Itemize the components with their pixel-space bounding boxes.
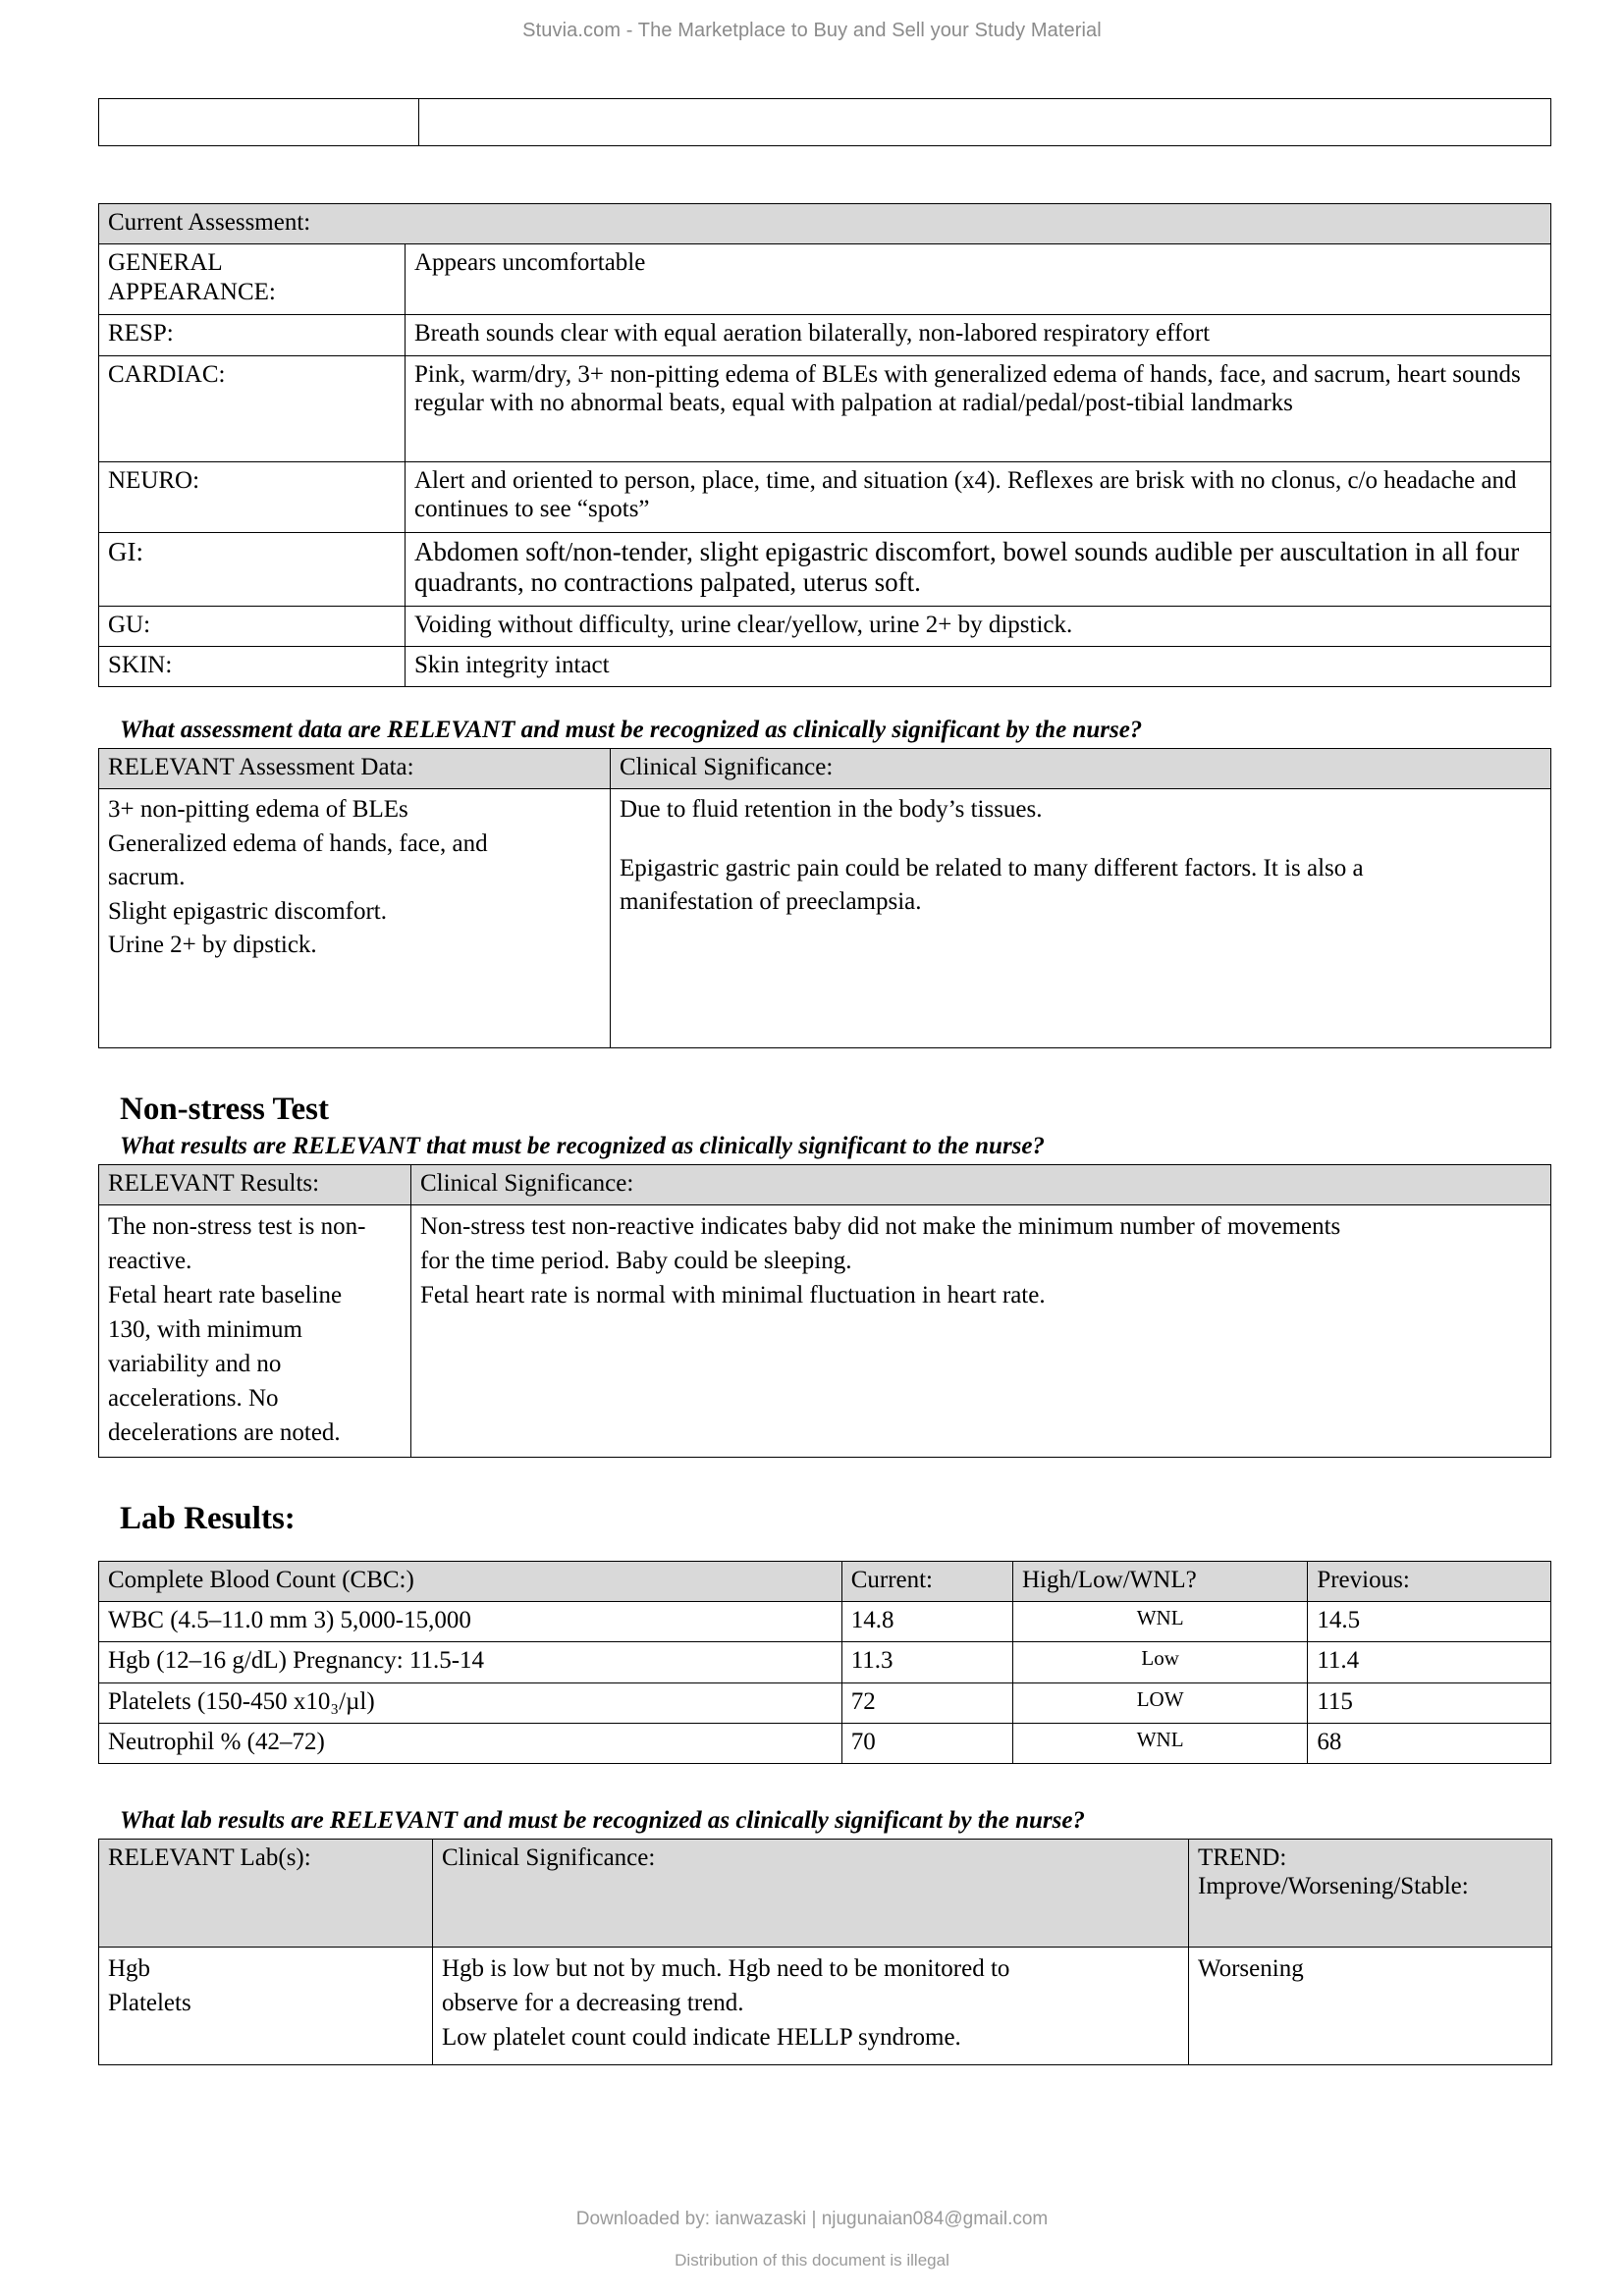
table-row: [99, 1947, 1552, 2064]
non-stress-test-question: What results are RELEVANT that must be recognized as clinically significant to the nurse?: [120, 1133, 1046, 1160]
stub-cell-left: [99, 99, 419, 146]
cbc-table: [98, 1561, 1551, 1764]
spacer: [98, 1764, 1551, 1807]
relevant-assessment-question: What assessment data are RELEVANT and must be recognized as clinically significant by the nurse?: [120, 717, 1143, 744]
significance-line: for the time period. Baby could be sleeping.: [420, 1248, 852, 1275]
nst-col2-header: Clinical Significance:: [411, 1165, 1551, 1205]
lab-line: Hgb: [108, 1954, 151, 1982]
table-row: [99, 315, 1551, 355]
assessment-value-gi: Abdomen soft/non-tender, slight epigastric discomfort, bowel sounds audible per auscultation in all four quadrants, no contractions palpated, uterus soft.: [406, 532, 1551, 606]
significance-line: Hgb is low but not by much. Hgb need to be monitored to: [442, 1954, 1010, 1982]
stuvia-watermark-downloaded-by: Downloaded by: ianwazaski | njugunaian084@gmail.com: [575, 2209, 1049, 2229]
cbc-test-name: Hgb (12–16 g/dL) Pregnancy: 11.5-14: [99, 1642, 842, 1682]
stuvia-watermark-header: Stuvia.com - The Marketplace to Buy and Sell your Study Material: [522, 20, 1102, 41]
assessment-label-cardiac: CARDIAC:: [99, 355, 406, 461]
table-row: [99, 606, 1551, 646]
assessment-value-cardiac: Pink, warm/dry, 3+ non-pitting edema of BLEs with generalized edema of hands, face, and sacrum, heart sounds regular with no abnormal beats, equal with palpation at radial/pedal/post-tibial landmarks: [406, 355, 1551, 461]
blank-line: [620, 828, 1542, 852]
result-line: decelerations are noted.: [108, 1419, 341, 1447]
lab-line: Platelets: [108, 1989, 191, 2016]
data-line: Slight epigastric discomfort.: [108, 897, 387, 925]
table-row: [99, 1682, 1551, 1723]
lab-results-title: Lab Results:: [120, 1501, 296, 1537]
table-header-row: [99, 1561, 1551, 1601]
table-row: [99, 1642, 1551, 1682]
rellab-col2-header: Clinical Significance:: [433, 1839, 1189, 1947]
significance-line: Due to fluid retention in the body’s tissues.: [620, 796, 1043, 824]
cbc-flag: WNL: [1012, 1602, 1307, 1642]
cbc-flag: LOW: [1012, 1682, 1307, 1723]
significance-line: Non-stress test non-reactive indicates baby did not make the minimum number of movements: [420, 1213, 1341, 1241]
stub-cell-right: [419, 99, 1551, 146]
assessment-label-gu: GU:: [99, 606, 406, 646]
assessment-label-neuro: NEURO:: [99, 461, 406, 532]
stuvia-watermark-distribution-notice: Distribution of this document is illegal: [675, 2251, 949, 2269]
data-line: Generalized edema of hands, face, and: [108, 829, 488, 857]
assessment-value-general-appearance: Appears uncomfortable: [406, 244, 1551, 315]
spacer: [98, 146, 1551, 203]
table-row: [99, 99, 1551, 146]
spacer: [98, 1048, 1551, 1092]
relevant-assessment-col2-header: Clinical Significance:: [611, 748, 1551, 788]
non-stress-test-title: Non-stress Test: [120, 1092, 330, 1128]
cbc-current-value: 70: [841, 1723, 1012, 1763]
rellab-trend-cell: [1189, 1947, 1552, 2064]
cbc-header-flag: High/Low/WNL?: [1012, 1561, 1307, 1601]
cbc-current-value: 11.3: [841, 1642, 1012, 1682]
trend-header-line-1: TREND:: [1198, 1843, 1287, 1871]
assessment-value-resp: Breath sounds clear with equal aeration bilaterally, non-labored respiratory effort: [406, 315, 1551, 355]
cbc-header-test: Complete Blood Count (CBC:): [99, 1561, 842, 1601]
result-line: accelerations. No: [108, 1385, 279, 1413]
table-row: [99, 1205, 1551, 1458]
cbc-test-name: WBC (4.5–11.0 mm 3) 5,000-15,000: [99, 1602, 842, 1642]
cbc-previous-value: 11.4: [1308, 1642, 1551, 1682]
relevant-labs-table: [98, 1839, 1552, 2065]
result-line: The non-stress test is non-: [108, 1213, 366, 1241]
label-line-2: APPEARANCE:: [108, 278, 276, 305]
relevant-assessment-table: [98, 748, 1551, 1048]
document-content: [98, 98, 1551, 2065]
cbc-header-previous: Previous:: [1308, 1561, 1551, 1601]
cbc-previous-value: 68: [1308, 1723, 1551, 1763]
cbc-flag: Low: [1012, 1642, 1307, 1682]
spacer: [98, 687, 1551, 717]
relevant-assessment-significance-cell: [611, 789, 1551, 1048]
assessment-value-neuro: Alert and oriented to person, place, time, and situation (x4). Reflexes are brisk with no clonus, c/o headache and continues to see “spots”: [406, 461, 1551, 532]
table-header-row: [99, 748, 1551, 788]
result-line: Fetal heart rate baseline: [108, 1282, 343, 1309]
current-assessment-header: Current Assessment:: [99, 204, 1551, 244]
cbc-current-value: 14.8: [841, 1602, 1012, 1642]
cbc-previous-value: 14.5: [1308, 1602, 1551, 1642]
rellab-labs-cell: [99, 1947, 433, 2064]
data-line: 3+ non-pitting edema of BLEs: [108, 796, 408, 824]
result-line: 130, with minimum: [108, 1316, 302, 1344]
table-row: [99, 646, 1551, 686]
spacer: [98, 1543, 1551, 1561]
table-row: [99, 1602, 1551, 1642]
cbc-test-name: Platelets (150-450 x10₃/µl): [99, 1682, 842, 1723]
cbc-current-value: 72: [841, 1682, 1012, 1723]
significance-line: Fetal heart rate is normal with minimal fluctuation in heart rate.: [420, 1282, 1046, 1309]
cbc-previous-value: 115: [1308, 1682, 1551, 1723]
cbc-test-name: Neutrophil % (42–72): [99, 1723, 842, 1763]
relevant-assessment-col1-header: RELEVANT Assessment Data:: [99, 748, 611, 788]
relevant-assessment-data-cell: [99, 789, 611, 1048]
assessment-value-skin: Skin integrity intact: [406, 646, 1551, 686]
significance-line: Low platelet count could indicate HELLP syndrome.: [442, 2023, 961, 2051]
non-stress-test-table: [98, 1164, 1551, 1458]
rellab-col1-header: RELEVANT Lab(s):: [99, 1839, 433, 1947]
table-row: [99, 789, 1551, 1048]
significance-line: observe for a decreasing trend.: [442, 1989, 744, 2016]
nst-results-cell: [99, 1205, 411, 1458]
significance-line: Epigastric gastric pain could be related to many different factors. It is also a: [620, 854, 1364, 881]
nst-col1-header: RELEVANT Results:: [99, 1165, 411, 1205]
table-row: [99, 244, 1551, 315]
nst-significance-cell: [411, 1205, 1551, 1458]
table-header-row: [99, 1839, 1552, 1947]
assessment-label-skin: SKIN:: [99, 646, 406, 686]
result-line: variability and no: [108, 1351, 282, 1378]
relevant-labs-question: What lab results are RELEVANT and must be recognized as clinically significant by the nurse?: [120, 1807, 1085, 1834]
header-stub-table: [98, 98, 1551, 146]
result-line: reactive.: [108, 1248, 192, 1275]
label-line-1: GENERAL: [108, 249, 223, 277]
data-line: Urine 2+ by dipstick.: [108, 932, 317, 959]
data-line: sacrum.: [108, 864, 186, 891]
table-row: [99, 355, 1551, 461]
assessment-value-gu: Voiding without difficulty, urine clear/yellow, urine 2+ by dipstick.: [406, 606, 1551, 646]
rellab-significance-cell: [433, 1947, 1189, 2064]
table-row: [99, 532, 1551, 606]
table-row: [99, 1723, 1551, 1763]
significance-line: manifestation of preeclampsia.: [620, 888, 922, 916]
table-row: [99, 461, 1551, 532]
current-assessment-table: [98, 203, 1551, 687]
trend-header-line-2: Improve/Worsening/Stable:: [1198, 1873, 1469, 1899]
table-header-row: [99, 1165, 1551, 1205]
spacer: [98, 1458, 1551, 1501]
assessment-label-general-appearance: [99, 244, 406, 315]
assessment-label-gi: GI:: [99, 532, 406, 606]
cbc-header-current: Current:: [841, 1561, 1012, 1601]
trend-line: Worsening: [1198, 1954, 1304, 1982]
cbc-flag: WNL: [1012, 1723, 1307, 1763]
assessment-label-resp: RESP:: [99, 315, 406, 355]
table-header-row: [99, 204, 1551, 244]
rellab-col3-header: [1189, 1839, 1552, 1947]
